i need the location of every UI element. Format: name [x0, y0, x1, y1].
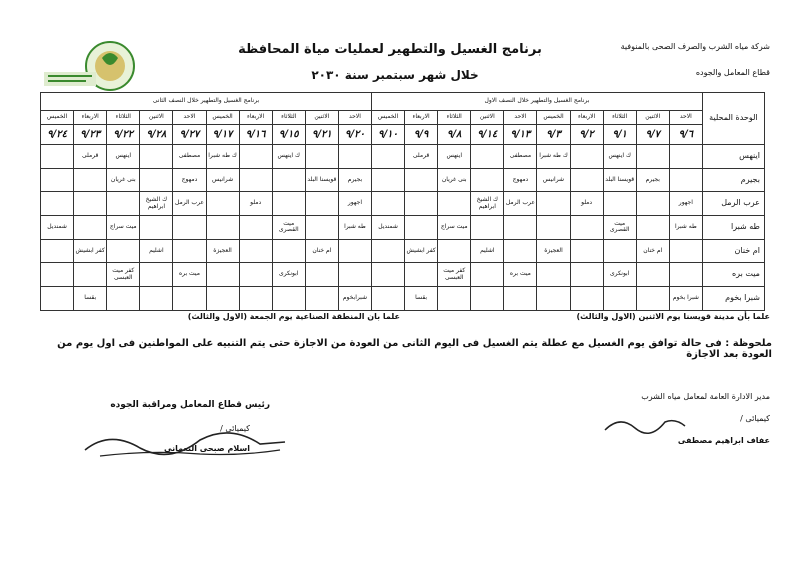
schedule-cell: اجهور — [338, 192, 371, 216]
day-header: الثلاثاء — [272, 111, 305, 125]
schedule-cell — [206, 263, 239, 287]
schedule-cell — [173, 239, 206, 263]
schedule-cell — [636, 216, 669, 240]
day-header: الاربعاء — [570, 111, 603, 125]
schedule-row — [41, 239, 765, 263]
unit-name: اينهس — [702, 145, 764, 169]
schedule-cell — [41, 145, 74, 169]
day-header: الاثنين — [140, 111, 173, 125]
date-header: ٩/١٣ — [504, 125, 537, 145]
schedule-cell — [603, 239, 636, 263]
day-header: الاربعاء — [239, 111, 272, 125]
schedule-cell: شرانيس — [206, 168, 239, 192]
schedule-cell — [338, 239, 371, 263]
day-header: الاحد — [338, 111, 371, 125]
schedule-cell: دملو — [570, 192, 603, 216]
unit-name: ام خنان — [702, 239, 764, 263]
schedule-cell — [272, 239, 305, 263]
day-header: الخميس — [537, 111, 570, 125]
date-header: ٩/٨ — [438, 125, 471, 145]
left-signatory-name: اسلام صبحى النعمانى — [164, 444, 250, 453]
note-industrial-zone: علما بان المنطقة الصناعية يوم الجمعة (الاول والثالث) — [187, 312, 400, 321]
schedule-cell: دمهوج — [504, 168, 537, 192]
date-header: ٩/٢٠ — [338, 125, 371, 145]
schedule-cell — [471, 263, 504, 287]
schedule-cell — [570, 168, 603, 192]
date-header: ٩/٢٣ — [74, 125, 107, 145]
schedule-cell: شمنديل — [371, 216, 404, 240]
schedule-cell: بقسا — [405, 287, 438, 311]
schedule-cell — [140, 168, 173, 192]
date-header: ٩/١٦ — [239, 125, 272, 145]
date-header: ٩/٢٨ — [140, 125, 173, 145]
schedule-cell: قرملى — [74, 145, 107, 169]
schedule-cell: ميت بره — [173, 263, 206, 287]
schedule-cell: ك الشيخ ابراهيم — [471, 192, 504, 216]
schedule-cell — [338, 263, 371, 287]
schedule-row — [41, 145, 765, 169]
schedule-cell — [570, 216, 603, 240]
date-header: ٩/٢٤ — [41, 125, 74, 145]
schedule-cell: اشليم — [471, 239, 504, 263]
sector-name: قطاع المعامل والجوده — [695, 68, 770, 77]
schedule-cell: قويسنا البلد — [305, 168, 338, 192]
schedule-cell: ك اينهس — [603, 145, 636, 169]
schedule-cell — [438, 239, 471, 263]
schedule-cell: شرانيس — [537, 168, 570, 192]
schedule-cell — [140, 145, 173, 169]
schedule-cell — [471, 168, 504, 192]
schedule-cell: ميت القصرى — [603, 216, 636, 240]
schedule-cell: شبرابخوم — [338, 287, 371, 311]
schedule-cell — [206, 192, 239, 216]
schedule-cell: دملو — [239, 192, 272, 216]
schedule-cell — [636, 192, 669, 216]
schedule-cell — [570, 263, 603, 287]
schedule-cell: العجيزة — [206, 239, 239, 263]
schedule-cell — [239, 216, 272, 240]
date-header: ٩/٩ — [405, 125, 438, 145]
unit-name: بجيرم — [702, 168, 764, 192]
unit-name: طه شبرا — [702, 216, 764, 240]
day-header: الخميس — [206, 111, 239, 125]
day-header: الاثنين — [471, 111, 504, 125]
schedule-cell — [669, 263, 702, 287]
day-header: الاربعاء — [74, 111, 107, 125]
schedule-cell — [371, 145, 404, 169]
schedule-cell: ام خنان — [305, 239, 338, 263]
schedule-cell — [537, 216, 570, 240]
schedule-cell — [438, 287, 471, 311]
date-header: ٩/٢ — [570, 125, 603, 145]
schedule-cell — [41, 287, 74, 311]
schedule-cell — [272, 192, 305, 216]
schedule-row — [41, 287, 765, 311]
date-header: ٩/١ — [603, 125, 636, 145]
schedule-cell — [41, 192, 74, 216]
left-signatory-title: رئيس قطاع المعامل ومراقبة الجوده — [110, 400, 270, 410]
date-header: ٩/١٥ — [272, 125, 305, 145]
schedule-cell: قرملى — [405, 145, 438, 169]
date-header: ٩/٢٢ — [107, 125, 140, 145]
date-header: ٩/٧ — [636, 125, 669, 145]
schedule-cell — [537, 192, 570, 216]
schedule-cell: عرب الرمل — [504, 192, 537, 216]
schedule-cell — [305, 263, 338, 287]
schedule-cell — [603, 287, 636, 311]
schedule-cell — [636, 263, 669, 287]
schedule-cell — [140, 287, 173, 311]
schedule-cell — [239, 239, 272, 263]
schedule-cell: شمنديل — [41, 216, 74, 240]
schedule-cell — [173, 287, 206, 311]
page-title: برنامج الغسيل والتطهير لعمليات مياة المحافظة — [238, 42, 542, 57]
schedule-cell — [107, 239, 140, 263]
schedule-cell: بقسا — [74, 287, 107, 311]
day-header: الثلاثاء — [107, 111, 140, 125]
schedule-cell — [107, 287, 140, 311]
schedule-cell: كفر ميت العبسى — [107, 263, 140, 287]
date-header: ٩/١٤ — [471, 125, 504, 145]
right-signatory-label: كيميائى / — [740, 414, 770, 423]
schedule-cell — [74, 192, 107, 216]
schedule-cell — [371, 287, 404, 311]
schedule-cell — [504, 216, 537, 240]
schedule-cell: اشليم — [140, 239, 173, 263]
right-signatory-title: مدير الادارة العامة لمعامل مياه الشرب — [641, 392, 770, 401]
date-header: ٩/٢١ — [305, 125, 338, 145]
schedule-cell: ك طه شبرا — [537, 145, 570, 169]
schedule-cell — [405, 168, 438, 192]
schedule-cell — [537, 263, 570, 287]
schedule-cell — [140, 216, 173, 240]
schedule-cell — [504, 239, 537, 263]
page-subtitle: خلال شهر سبتمبر سنة ٢٠٣٠ — [311, 68, 479, 82]
schedule-cell — [371, 168, 404, 192]
day-header: الخميس — [41, 111, 74, 125]
schedule-cell: بجيرم — [636, 168, 669, 192]
schedule-cell: مصطفى — [504, 145, 537, 169]
schedule-cell: العجيزة — [537, 239, 570, 263]
schedule-cell: بنى غريان — [438, 168, 471, 192]
note-qwesna: علما بأن مدينة قويسنا يوم الاثنين (الاول والثالث) — [576, 312, 770, 321]
schedule-cell — [206, 287, 239, 311]
day-header: الاحد — [173, 111, 206, 125]
day-header: الخميس — [371, 111, 404, 125]
schedule-cell — [305, 216, 338, 240]
holiday-remark: ملحوظة : فى حالة توافق يوم الغسيل مع عطلة يتم الغسيل فى اليوم الثانى من العودة من الاجازة حتى يتم التنبيه على المواطنين فى اول يوم من العودة بعد الاجازة — [57, 338, 772, 360]
unit-name: ميت بره — [702, 263, 764, 287]
schedule-cell: اينهس — [438, 145, 471, 169]
schedule-cell: كفر ابشيش — [405, 239, 438, 263]
right-signatory-name: عفاف ابراهيم مصطفى — [677, 436, 770, 445]
schedule-cell — [504, 287, 537, 311]
schedule-cell: ابونكرى — [603, 263, 636, 287]
schedule-cell — [239, 168, 272, 192]
schedule-cell — [239, 145, 272, 169]
schedule-cell — [305, 192, 338, 216]
schedule-cell — [305, 287, 338, 311]
schedule-cell: ميت سراج — [438, 216, 471, 240]
unit-column-header: الوحدة المحلية — [702, 93, 764, 145]
schedule-cell — [669, 239, 702, 263]
schedule-cell — [405, 263, 438, 287]
schedule-cell — [41, 263, 74, 287]
schedule-cell — [371, 239, 404, 263]
company-name: شركة مياه الشرب والصرف الصحى بالمنوفية — [620, 42, 770, 51]
date-header: ٩/٢٧ — [173, 125, 206, 145]
schedule-cell: ك الشيخ ابراهيم — [140, 192, 173, 216]
schedule-cell: ام خنان — [636, 239, 669, 263]
left-signatory-label: كيميائى / — [220, 424, 250, 433]
schedule-cell — [636, 145, 669, 169]
schedule-cell — [471, 145, 504, 169]
schedule-cell — [471, 216, 504, 240]
schedule-cell — [669, 145, 702, 169]
schedule-cell: قويسنا البلد — [603, 168, 636, 192]
schedule-cell — [74, 216, 107, 240]
schedule-cell: كفر ابشيش — [74, 239, 107, 263]
schedule-cell: اجهور — [669, 192, 702, 216]
schedule-row — [41, 168, 765, 192]
schedule-cell — [405, 216, 438, 240]
schedule-cell — [338, 145, 371, 169]
schedule-cell — [603, 192, 636, 216]
date-header: ٩/٣ — [537, 125, 570, 145]
schedule-cell: بجيرم — [338, 168, 371, 192]
schedule-cell: طه شبرا — [669, 216, 702, 240]
schedule-cell — [305, 145, 338, 169]
date-header: ٩/١٠ — [371, 125, 404, 145]
unit-name: عرب الرمل — [702, 192, 764, 216]
schedule-cell — [239, 263, 272, 287]
day-header: الاربعاء — [405, 111, 438, 125]
schedule-cell — [173, 216, 206, 240]
schedule-cell: ابونكرى — [272, 263, 305, 287]
date-header: ٩/٦ — [669, 125, 702, 145]
day-header: الثلاثاء — [603, 111, 636, 125]
schedule-cell: ميت سراج — [107, 216, 140, 240]
schedule-cell: عرب الرمل — [173, 192, 206, 216]
schedule-row — [41, 263, 765, 287]
schedule-cell — [74, 263, 107, 287]
schedule-row — [41, 216, 765, 240]
schedule-cell — [272, 168, 305, 192]
schedule-cell — [107, 192, 140, 216]
right-signature-mark — [600, 410, 690, 440]
schedule-cell — [537, 287, 570, 311]
day-header: الاثنين — [305, 111, 338, 125]
schedule-cell — [41, 239, 74, 263]
schedule-cell — [140, 263, 173, 287]
schedule-cell — [636, 287, 669, 311]
left-signature-mark — [80, 420, 290, 470]
schedule-cell: دمهوج — [173, 168, 206, 192]
schedule-cell: ميت بره — [504, 263, 537, 287]
schedule-row — [41, 192, 765, 216]
schedule-cell — [570, 239, 603, 263]
schedule-cell: بنى غريان — [107, 168, 140, 192]
schedule-cell — [41, 168, 74, 192]
schedule-cell — [371, 192, 404, 216]
schedule-cell — [570, 287, 603, 311]
schedule-cell: مصطفى — [173, 145, 206, 169]
unit-name: شبرا بخوم — [702, 287, 764, 311]
schedule-cell: شبرا بخوم — [669, 287, 702, 311]
schedule-cell — [272, 287, 305, 311]
schedule-cell — [471, 287, 504, 311]
schedule-cell — [371, 263, 404, 287]
schedule-table — [40, 92, 765, 311]
schedule-cell — [239, 287, 272, 311]
schedule-cell: ميت القصرى — [272, 216, 305, 240]
day-header: الثلاثاء — [438, 111, 471, 125]
schedule-cell: طه شبرا — [338, 216, 371, 240]
schedule-cell: ك طه شبرا — [206, 145, 239, 169]
schedule-cell — [405, 192, 438, 216]
half-second-header: برنامج الغسيل والتطهير خلال النصف الثانى — [41, 93, 372, 111]
schedule-cell: اينهس — [107, 145, 140, 169]
date-header: ٩/١٧ — [206, 125, 239, 145]
day-header: الاثنين — [636, 111, 669, 125]
day-header: الاحد — [669, 111, 702, 125]
schedule-cell — [74, 168, 107, 192]
day-header: الاحد — [504, 111, 537, 125]
schedule-cell — [206, 216, 239, 240]
schedule-cell — [570, 145, 603, 169]
schedule-cell — [438, 192, 471, 216]
half-first-header: برنامج الغسيل والتطهير خلال النصف الاول — [371, 93, 702, 111]
schedule-cell: ك اينهس — [272, 145, 305, 169]
schedule-cell: كفر ميت العبسى — [438, 263, 471, 287]
schedule-cell — [669, 168, 702, 192]
